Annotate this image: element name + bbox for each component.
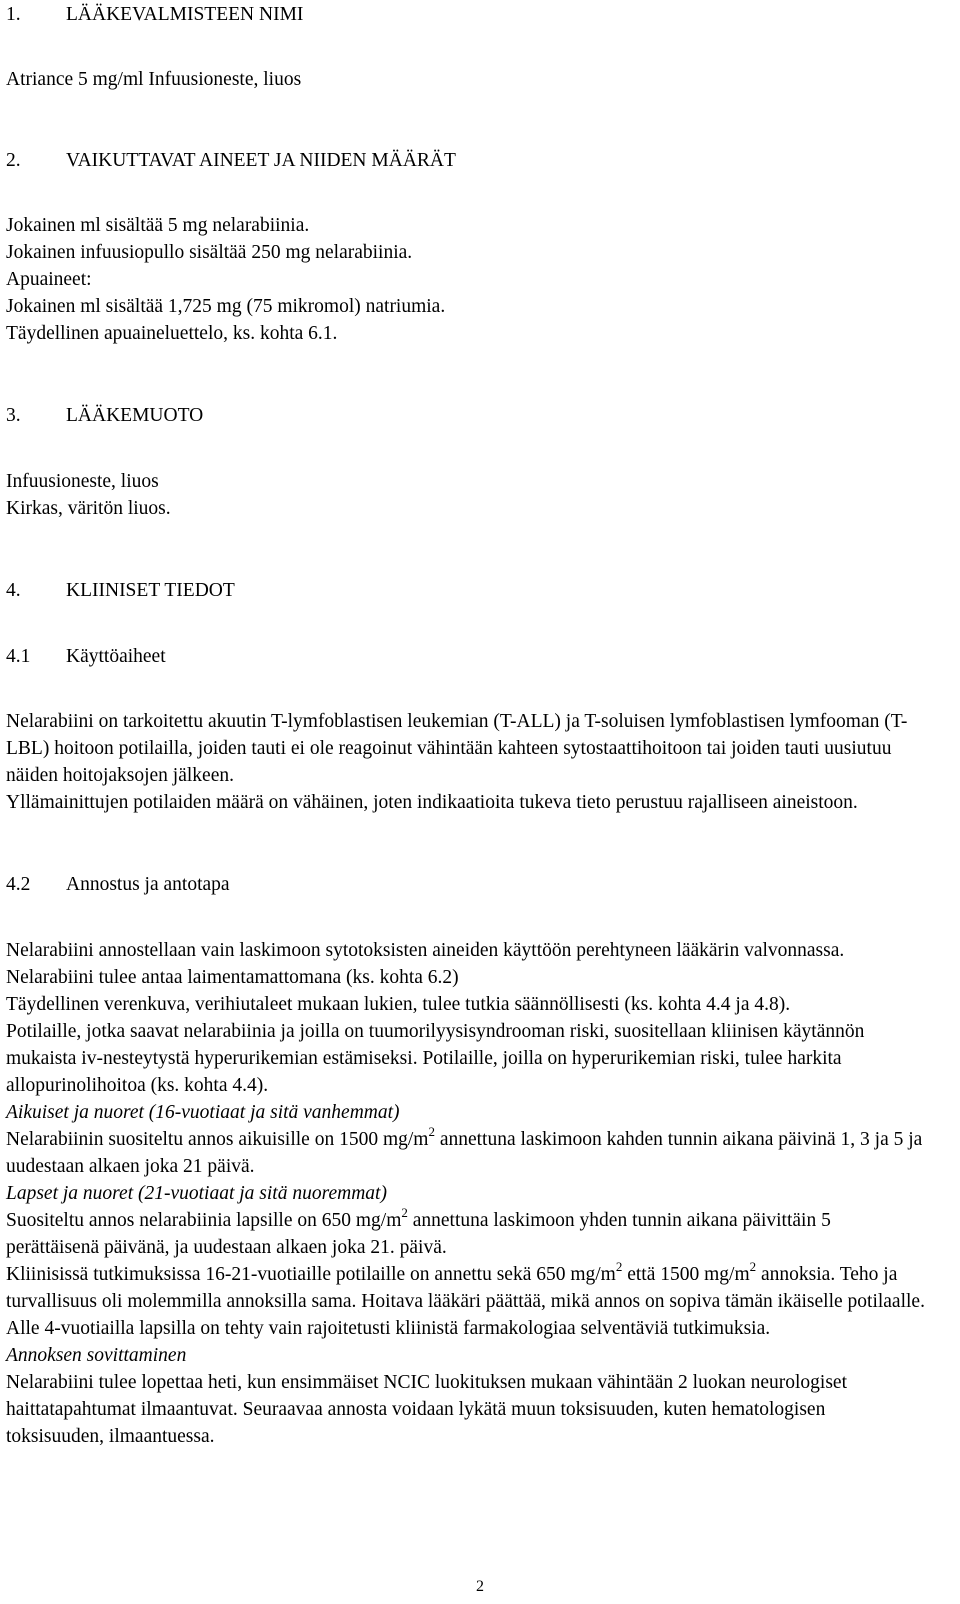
excipients-label: Apuaineet: (6, 269, 92, 290)
paragraph-clinical-trials: Kliinisissä tutkimuksissa 16-21-vuotiaille potilaille on annettu sekä 650 $mg/m^2$ että 1500 $mg/m^2$ annoksia. Teho ja turvallisuus oli molemmilla annoksilla sama. Hoitava lääkäri päättää, mikä annos on sopiva tämän ikäiselle potilaalle. (6, 1258, 925, 1312)
paragraph: Täydellinen verenkuva, verihiutaleet mukaan lukien, tulee tutkia säännöllisesti (ks. kohta 4.4 ja 4.8). (6, 994, 791, 1015)
section-number: 2. (6, 150, 21, 171)
form-line: Kirkas, väritön liuos. (6, 498, 171, 519)
paragraph: Nelarabiini annostellaan vain laskimoon sytotoksisten aineiden käyttöön perehtyneen lääkärin valvonnassa. Nelarabiini tulee antaa laimentamattomana (ks. kohta 6.2) (6, 940, 845, 988)
form-block (6, 468, 171, 522)
paragraph-child-dose: Suositeltu annos nelarabiinia lapsille on 650 $mg/m^2$ annettuna laskimoon yhden tunnin aikana päivittäin 5 perättäisenä päivänä, ja uudestaan alkaen joka 21. päivä. (6, 1204, 831, 1258)
form-line: Infuusioneste, liuos (6, 471, 159, 492)
composition-line: Täydellinen apuaineluettelo, ks. kohta 6.1. (6, 323, 338, 344)
paragraph: Alle 4-vuotiailla lapsilla on tehty vain rajoitetusti kliinistä farmakologiaa selventäviä tutkimuksia. (6, 1318, 771, 1339)
subheading-adults: Aikuiset ja nuoret (16-vuotiaat ja sitä vanhemmat) (6, 1102, 400, 1123)
section-title: Käyttöaiheet (66, 646, 166, 667)
section-title: VAIKUTTAVAT AINEET JA NIIDEN MÄÄRÄT (66, 150, 456, 171)
section-2-heading (6, 150, 456, 172)
paragraph: Nelarabiini tulee lopettaa heti, kun ensimmäiset NCIC luokituksen mukaan vähintään 2 luokan neurologiset haittatapahtumat ilmaantuvat. Seuraavaa annosta voidaan lykätä muun toksisuuden, kuten hematologisen toksisuuden, ilmaantuessa. (6, 1372, 848, 1447)
subheading-children: Lapset ja nuoret (21-vuotiaat ja sitä nuoremmat) (6, 1183, 387, 1204)
section-title: Annostus ja antotapa (66, 874, 230, 895)
paragraph-adult-dose: Nelarabiinin suositeltu annos aikuisille on 1500 $mg/m^2$ annettuna laskimoon kahden tunnin aikana päivinä 1, 3 ja 5 ja uudestaan alkaen joka 21 päivä. (6, 1123, 923, 1177)
section-number: 4.1 (6, 646, 31, 667)
section-number: 4.2 (6, 874, 31, 895)
section-1-heading (6, 4, 303, 26)
indications-block (6, 708, 926, 816)
page-number: 2 (476, 1578, 484, 1595)
section-title: LÄÄKEMUOTO (66, 405, 204, 426)
subheading-dose-adjustment: Annoksen sovittaminen (6, 1345, 187, 1366)
product-name: Atriance 5 mg/ml Infuusioneste, liuos (6, 69, 302, 90)
section-title: LÄÄKEVALMISTEEN NIMI (66, 4, 304, 25)
section-number: 4. (6, 580, 21, 601)
paragraph: Nelarabiini on tarkoitettu akuutin T-lymfoblastisen leukemian (T-ALL) ja T-soluisen lymfoblastisen lymfooman (T-LBL) hoitoon potilailla, joiden tauti ei ole reagoinut vähintään kahteen sytostaattihoitoon tai joiden tauti uusiutuu näiden hoitojaksojen jälkeen. (6, 711, 908, 786)
composition-line: Jokainen ml sisältää 1,725 mg (75 mikromol) natriumia. (6, 296, 446, 317)
section-3-heading (6, 405, 203, 427)
section-number: 1. (6, 4, 21, 25)
section-title: KLIINISET TIEDOT (66, 580, 235, 601)
section-4-1-heading (6, 646, 166, 668)
posology-block (6, 937, 926, 1450)
paragraph: Potilaille, jotka saavat nelarabiinia ja joilla on tuumorilyysisyndrooman riski, suositellaan kliinisen käytännön mukaista iv-nesteytystä hyperurikemian estämiseksi. Potilaille, joilla on hyperurikemian riski, tulee harkita allopurinolihoitoa (ks. kohta 4.4). (6, 1021, 865, 1096)
composition-line: Jokainen ml sisältää 5 mg nelarabiinia. (6, 215, 310, 236)
composition-block (6, 212, 445, 347)
paragraph: Yllämainittujen potilaiden määrä on vähäinen, joten indikaatioita tukeva tieto perustuu rajalliseen aineistoon. (6, 792, 858, 813)
composition-line: Jokainen infuusiopullo sisältää 250 mg nelarabiinia. (6, 242, 413, 263)
section-4-heading (6, 580, 235, 602)
section-number: 3. (6, 405, 21, 426)
section-4-2-heading (6, 874, 230, 896)
